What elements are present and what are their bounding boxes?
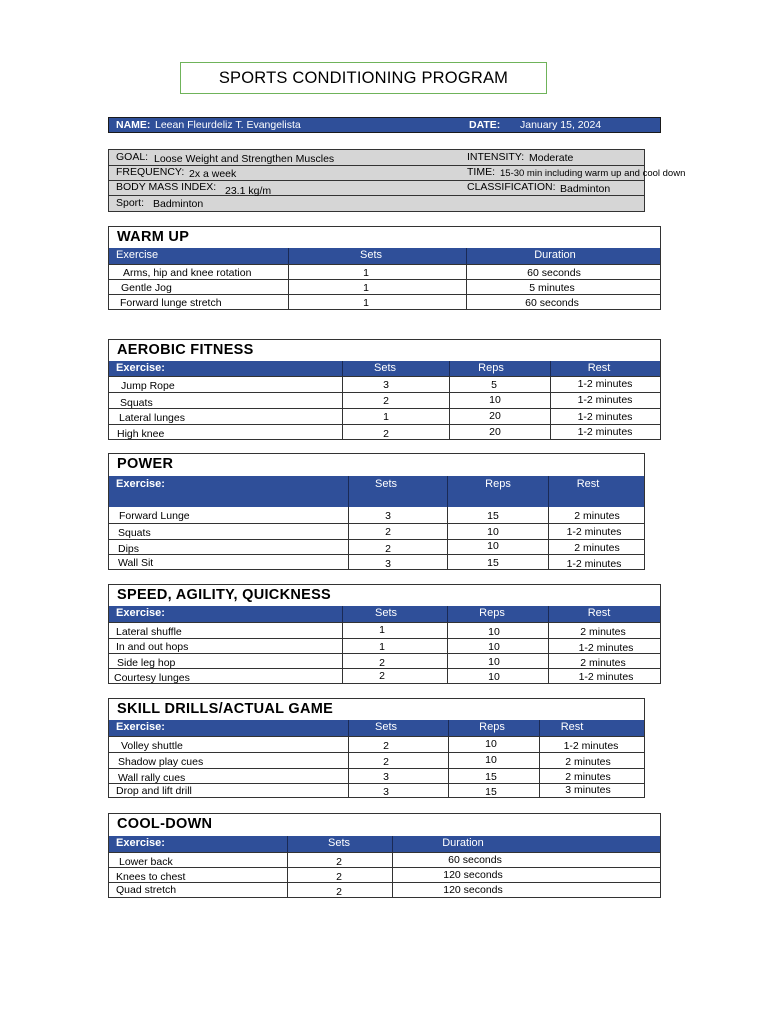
cooldown-header-exercise: Exercise: xyxy=(116,837,165,849)
skill-title: SKILL DRILLS/ACTUAL GAME xyxy=(117,701,334,717)
warmup-duration: 60 seconds xyxy=(525,297,579,309)
skill-sets: 3 xyxy=(383,771,389,783)
skill-sets: 2 xyxy=(383,740,389,752)
speed-sets: 1 xyxy=(379,624,385,636)
name-value: Leean Fleurdeliz T. Evangelista xyxy=(155,119,301,131)
power-reps: 15 xyxy=(487,557,499,569)
power-header-rest: Rest xyxy=(576,478,600,490)
time-label: TIME: xyxy=(467,166,495,178)
skill-reps: 10 xyxy=(485,754,497,766)
warmup-duration: 60 seconds xyxy=(527,267,581,279)
skill-header-exercise: Exercise: xyxy=(116,721,165,733)
power-header-row xyxy=(109,476,644,507)
sport-label: Sport: xyxy=(116,197,145,209)
aerobic-section xyxy=(108,339,661,440)
table-row xyxy=(109,752,644,768)
skill-rest: 2 minutes xyxy=(565,771,611,783)
skill-exercise: Shadow play cues xyxy=(118,756,204,768)
aerobic-rest: 1-2 minutes xyxy=(577,378,633,390)
table-row xyxy=(109,408,660,424)
cooldown-exercise: Lower back xyxy=(119,856,173,868)
cooldown-sets: 2 xyxy=(336,886,342,898)
sport-value: Badminton xyxy=(153,198,204,210)
power-reps: 10 xyxy=(487,540,499,552)
table-row xyxy=(109,294,660,309)
power-rest: 2 minutes xyxy=(574,510,620,522)
speed-rest: 1-2 minutes xyxy=(578,642,634,654)
table-row xyxy=(109,852,660,867)
skill-rest: 3 minutes xyxy=(565,784,611,796)
table-row xyxy=(109,376,660,392)
power-rest: 2 minutes xyxy=(574,542,620,554)
power-exercise: Wall Sit xyxy=(118,557,154,569)
warmup-section xyxy=(108,226,661,310)
cooldown-sets: 2 xyxy=(336,856,342,868)
skill-header-sets: Sets xyxy=(374,721,398,733)
aerobic-header-rest: Rest xyxy=(587,362,611,374)
skill-exercise: Volley shuttle xyxy=(121,740,183,752)
frequency-value: 2x a week xyxy=(189,168,237,180)
warmup-header-sets: Sets xyxy=(359,249,383,261)
time-value: 15-30 min including warm up and cool down xyxy=(500,168,686,179)
power-header-sets: Sets xyxy=(374,478,398,490)
warmup-header-exercise: Exercise xyxy=(116,249,159,261)
info-box xyxy=(108,149,686,212)
skill-header-rest: Rest xyxy=(560,721,584,733)
power-reps: 10 xyxy=(487,526,499,538)
power-exercise: Forward Lunge xyxy=(119,510,190,522)
cooldown-duration: 120 seconds xyxy=(443,884,503,896)
classification-label: CLASSIFICATION: xyxy=(467,181,556,193)
intensity-label: INTENSITY: xyxy=(467,151,525,163)
power-sets: 2 xyxy=(385,543,391,555)
power-exercise: Dips xyxy=(118,543,140,555)
speed-sets: 2 xyxy=(379,670,385,682)
table-row xyxy=(109,554,644,569)
cooldown-header-row xyxy=(109,836,660,852)
table-row xyxy=(109,539,644,554)
power-section xyxy=(108,453,645,570)
aerobic-exercise: Jump Rope xyxy=(121,380,175,392)
skill-exercise: Wall rally cues xyxy=(118,772,186,784)
cooldown-section xyxy=(108,813,661,898)
skill-section xyxy=(108,698,645,798)
aerobic-rest: 1-2 minutes xyxy=(577,411,633,423)
aerobic-header-exercise: Exercise: xyxy=(116,362,165,374)
skill-reps: 15 xyxy=(485,771,497,783)
warmup-duration: 5 minutes xyxy=(529,282,575,294)
table-row xyxy=(109,867,660,882)
cooldown-duration: 60 seconds xyxy=(448,854,502,866)
skill-sets: 3 xyxy=(383,786,389,798)
skill-exercise: Drop and lift drill xyxy=(116,785,192,797)
cooldown-header-sets: Sets xyxy=(327,837,351,849)
aerobic-reps: 10 xyxy=(489,394,501,406)
speed-exercise: Courtesy lunges xyxy=(114,672,190,684)
table-row xyxy=(109,507,644,523)
aerobic-exercise: Lateral lunges xyxy=(119,412,185,424)
table-row xyxy=(109,736,644,752)
speed-reps: 10 xyxy=(488,656,500,668)
table-row xyxy=(109,424,660,439)
skill-rest: 2 minutes xyxy=(565,756,611,768)
power-sets: 3 xyxy=(385,558,391,570)
skill-sets: 2 xyxy=(383,756,389,768)
speed-section xyxy=(108,584,661,684)
cooldown-header-duration: Duration xyxy=(442,837,484,849)
skill-header-reps: Reps xyxy=(479,721,505,733)
speed-header-row xyxy=(109,606,660,622)
goal-label: GOAL: xyxy=(116,151,149,163)
table-row xyxy=(109,882,660,897)
aerobic-sets: 2 xyxy=(383,395,389,407)
table-row xyxy=(109,392,660,408)
aerobic-rest: 1-2 minutes xyxy=(577,394,633,406)
cooldown-duration: 120 seconds xyxy=(443,869,503,881)
table-row xyxy=(109,768,644,783)
speed-sets: 2 xyxy=(379,657,385,669)
table-row xyxy=(109,668,660,683)
aerobic-sets: 2 xyxy=(383,428,389,440)
power-sets: 3 xyxy=(385,510,391,522)
speed-title: SPEED, AGILITY, QUICKNESS xyxy=(117,587,332,603)
power-header-reps: Reps xyxy=(485,478,511,490)
warmup-header-row xyxy=(109,248,660,264)
aerobic-sets: 1 xyxy=(383,411,389,423)
warmup-exercise: Forward lunge stretch xyxy=(120,297,222,309)
aerobic-header-reps: Reps xyxy=(478,362,504,374)
table-row xyxy=(109,523,644,539)
skill-header-row xyxy=(109,720,644,736)
skill-reps: 10 xyxy=(485,738,497,750)
table-row xyxy=(109,264,660,279)
speed-rest: 2 minutes xyxy=(580,657,626,669)
aerobic-header-row xyxy=(109,361,660,376)
speed-header-sets: Sets xyxy=(374,607,398,619)
page-title-text: SPORTS CONDITIONING PROGRAM xyxy=(218,68,509,87)
table-row xyxy=(109,638,660,653)
speed-reps: 10 xyxy=(488,626,500,638)
speed-header-exercise: Exercise: xyxy=(116,607,165,619)
speed-exercise: In and out hops xyxy=(116,641,189,653)
table-row xyxy=(109,279,660,294)
speed-header-reps: Reps xyxy=(479,607,505,619)
cooldown-exercise: Knees to chest xyxy=(116,871,186,883)
date-label: DATE: xyxy=(469,119,501,131)
aerobic-reps: 20 xyxy=(489,426,501,438)
page-title xyxy=(180,62,547,94)
aerobic-header-sets: Sets xyxy=(373,362,397,374)
skill-rest: 1-2 minutes xyxy=(563,740,619,752)
cooldown-sets: 2 xyxy=(336,871,342,883)
aerobic-rest: 1-2 minutes xyxy=(577,426,633,438)
power-reps: 15 xyxy=(487,510,499,522)
aerobic-exercise: High knee xyxy=(117,428,165,440)
warmup-title: WARM UP xyxy=(117,229,190,245)
table-row xyxy=(109,653,660,668)
speed-exercise: Side leg hop xyxy=(117,657,176,669)
warmup-sets: 1 xyxy=(363,297,369,309)
power-rest: 1-2 minutes xyxy=(566,558,622,570)
warmup-exercise: Arms, hip and knee rotation xyxy=(123,267,252,279)
aerobic-title: AEROBIC FITNESS xyxy=(117,342,254,358)
aerobic-reps: 5 xyxy=(491,379,497,391)
cooldown-exercise: Quad stretch xyxy=(116,884,177,896)
name-label: NAME: xyxy=(116,119,151,131)
power-header-exercise: Exercise: xyxy=(116,478,165,490)
classification-value: Badminton xyxy=(560,183,611,195)
speed-rest: 1-2 minutes xyxy=(578,671,634,683)
speed-exercise: Lateral shuffle xyxy=(116,626,182,638)
warmup-sets: 1 xyxy=(363,282,369,294)
bmi-value: 23.1 kg/m xyxy=(225,185,272,197)
speed-header-rest: Rest xyxy=(587,607,611,619)
bmi-label: BODY MASS INDEX: xyxy=(116,181,217,193)
frequency-label: FREQUENCY: xyxy=(116,166,185,178)
table-row xyxy=(109,622,660,638)
intensity-value: Moderate xyxy=(529,152,574,164)
goal-value: Loose Weight and Strengthen Muscles xyxy=(154,153,335,165)
aerobic-reps: 20 xyxy=(489,410,501,422)
cooldown-title: COOL-DOWN xyxy=(117,816,213,832)
power-sets: 2 xyxy=(385,526,391,538)
speed-rest: 2 minutes xyxy=(580,626,626,638)
skill-reps: 15 xyxy=(485,786,497,798)
date-value: January 15, 2024 xyxy=(520,119,602,131)
power-exercise: Squats xyxy=(118,527,151,539)
warmup-exercise: Gentle Jog xyxy=(121,282,172,294)
power-title: POWER xyxy=(117,456,174,472)
warmup-header-duration: Duration xyxy=(534,249,576,261)
speed-reps: 10 xyxy=(488,671,500,683)
aerobic-exercise: Squats xyxy=(120,397,153,409)
warmup-sets: 1 xyxy=(363,267,369,279)
power-rest: 1-2 minutes xyxy=(566,526,622,538)
name-date-bar xyxy=(108,117,661,133)
aerobic-sets: 3 xyxy=(383,379,389,391)
speed-sets: 1 xyxy=(379,641,385,653)
speed-reps: 10 xyxy=(488,641,500,653)
table-row xyxy=(109,783,644,797)
